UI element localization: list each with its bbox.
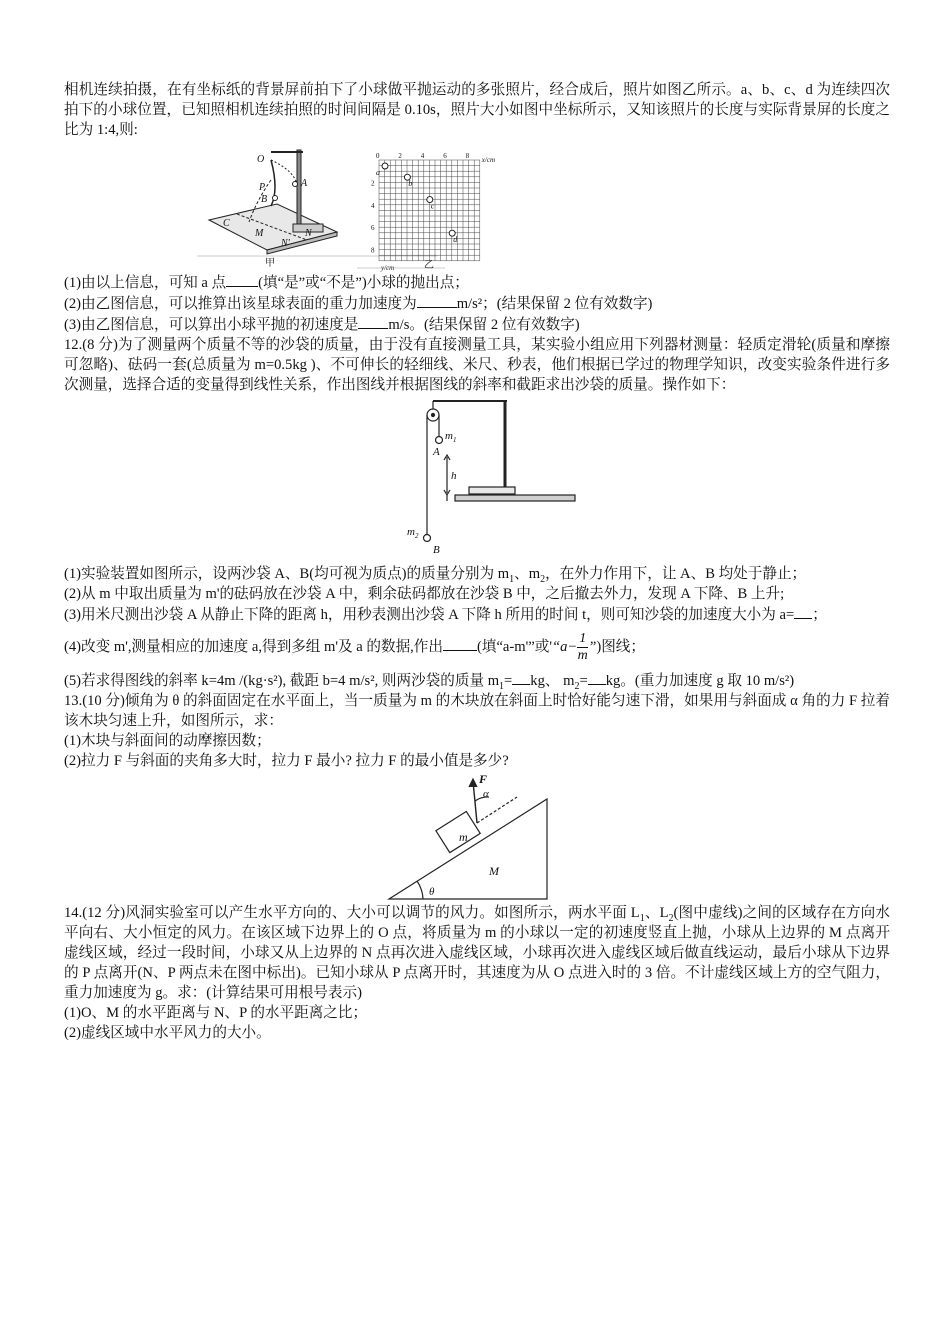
label-theta: θ: [429, 886, 435, 898]
label-n-prime: N': [281, 238, 290, 249]
q12-stem: 12.(8 分)为了测量两个质量不等的沙袋的质量，由于没有直接测量工具，某实验小组应用下列器材测量：轻质定滑轮(质量和摩擦可忽略)、砝码一套(总质量为 m=0.5kg )、不可伸长的轻细线、米尺、秒表，他们根据已学过的物理学知识，改变实验条件进行多次测量，选择合适的变量得到线性关系，作出图线并根据图线的斜率和截距求出沙袋的质量。操作如下：: [64, 337, 890, 393]
label-sandbag-b: B: [433, 544, 440, 556]
answer-blank-5[interactable]: [443, 636, 477, 651]
label-block-m: m: [459, 830, 468, 844]
q12-step1: (1)实验装置如图所示，设两沙袋 A、B(均可视为质点)的质量分别为 $m_1$、$m_2$，在外力作用下，让 A、B 均处于静止；: [64, 566, 807, 585]
q14-step1: (1)O、M 的水平距离与 N、P 的水平距离之比；: [64, 1005, 368, 1021]
grid-yi: [371, 152, 495, 272]
ball-a: [382, 163, 388, 169]
q13-step1: (1)木块与斜面间的动摩擦因数；: [64, 733, 271, 749]
apparatus-jia: [209, 150, 337, 254]
y-tick: 8: [371, 246, 375, 255]
exam-page: [64, 80, 890, 1043]
q11-line3: (3)由乙图信息，可以算出小球平抛的初速度是 m/s。(结果保留 2 位有效数字): [64, 314, 890, 335]
y-tick: 2: [371, 179, 375, 188]
ball-label-d: d: [453, 235, 458, 245]
y-tick: 6: [371, 224, 375, 233]
label-p: P: [259, 182, 266, 193]
label-force-f: F: [479, 772, 488, 786]
ball-label-c: c: [430, 201, 435, 211]
q13-incline-figure: [377, 771, 577, 903]
label-h: h: [451, 470, 457, 482]
q12-pulley-figure: [367, 395, 587, 560]
q14-stem: 14.(12 分)风洞实验室可以产生水平方向的、大小可以调节的风力。如图所示，两水平面 $L_1$、$L_2$(图中虚线)之间的区域存在方向水平向右、大小恒定的风力。在该区域下边界上的 O 点，将质量为 m 的小球以一定的初速度竖直上抛，小球从上边界的 M 点离开虚线区域，经过一段时间，小球又从上边界的 N 点再次进入虚线区域，小球再次进入虚线区域后做直线运动，最后小球从下边界的 P 点离开(N、P 两点未在图中标出)。已知小球从 P 点离开时，其速度为从 O 点进入时的 3 倍。不计虚线区域上方的空气阻力，重力加速度为 g。求：(计算结果可用根号表示): [64, 905, 890, 1001]
y-tick: 4: [371, 201, 375, 210]
fraction-option: “a− $\frac{1}{m}$ ”: [551, 631, 597, 663]
answer-blank-2[interactable]: [417, 293, 457, 308]
q14-step2: (2)虚线区域中水平风力的大小。: [64, 1025, 271, 1041]
label-b: B: [261, 194, 268, 205]
q12-step2: (2)从 m 中取出质量为 m'的砝码放在沙袋 A 中，剩余砝码都放在沙袋 B 中，之后撤去外力，发现 A 下降、B 上升;: [64, 586, 785, 602]
q12-step4: (4)改变 m',测量相应的加速度 a,得到多组 m'及 a 的数据,作出 (填“a-m'”或'“a− $\frac{1}{m}$ ”)图线；: [64, 631, 645, 663]
x-tick: 0: [376, 152, 380, 160]
q12-step5: (5)若求得图线的斜率 k=4m /(kg·s²), 截距 b=4 m/s², 则两沙袋的质量 $m_1=$ kg、 $m_2=$ kg。(重力加速度 g 取 10 m/s²): [64, 670, 890, 691]
q11-line1: (1)由以上信息，可知 a 点 (填“是”或“不是”)小球的抛出点；: [64, 272, 890, 293]
label-incline-m: M: [489, 864, 499, 878]
q12-step3: (3)用米尺测出沙袋 A 从静止下降的距离 h，用秒表测出沙袋 A 下降 h 所用的时间 t，则可知沙袋的加速度大小为 a= ；: [64, 604, 890, 625]
answer-blank-6[interactable]: [512, 670, 530, 685]
answer-blank-1[interactable]: [226, 272, 258, 287]
q11-intro: 相机连续拍摄，在有坐标纸的背景屏前拍下了小球做平抛运动的多张照片，经合成后，照片如图乙所示。a、b、c、d 为连续四次拍下的小球位置，已知照相机连续拍照的时间间隔是 0.10s，照片大小如图中坐标所示，又知该照片的长度与实际背景屏的长度之比为 1:4,则:: [64, 82, 890, 138]
ball-label-a: a: [376, 168, 380, 177]
label-m: M: [255, 228, 264, 239]
q11-line2: (2)由乙图信息，可以推算出该星球表面的重力加速度为 m/s²；(结果保留 2 位有效数字): [64, 293, 890, 314]
x-axis-label: x/cm: [481, 156, 496, 164]
answer-blank-4[interactable]: [794, 604, 812, 619]
q13-stem: 13.(10 分)倾角为 θ 的斜面固定在水平面上，当一质量为 m 的木块放在斜面上时恰好能匀速下滑，如果用与斜面成 α 角的力 F 拉着该木块匀速上升，如图所示，求：: [64, 693, 890, 729]
x-tick: 4: [420, 152, 425, 160]
answer-blank-3[interactable]: [358, 314, 388, 329]
caption-yi: 乙: [424, 260, 434, 271]
ball-label-b: b: [408, 179, 413, 189]
q11-figure: [197, 140, 757, 272]
answer-blank-7[interactable]: [588, 670, 606, 685]
x-tick: 6: [443, 152, 447, 160]
label-a: A: [301, 178, 308, 189]
q13-step2: (2)拉力 F 与斜面的夹角多大时，拉力 F 最小? 拉力 F 的最小值是多少?: [64, 753, 509, 769]
label-m1: $m_1$: [445, 430, 457, 444]
label-o: O: [257, 154, 265, 165]
label-alpha: α: [483, 788, 489, 800]
label-n: N: [305, 228, 312, 239]
x-tick: 8: [465, 152, 470, 160]
y-axis-label: y/cm: [381, 263, 395, 272]
label-m2: $m_2$: [407, 526, 419, 540]
label-sandbag-a: A: [433, 446, 440, 458]
x-tick: 2: [398, 152, 402, 160]
label-c: C: [223, 218, 230, 229]
caption-jia: 甲: [265, 258, 275, 269]
